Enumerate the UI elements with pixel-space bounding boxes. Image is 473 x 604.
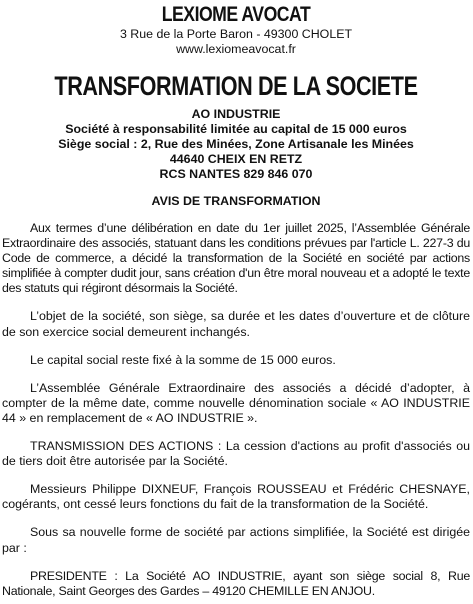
paragraph-deliberation: Aux termes d’une délibération en date du 1er juillet 2025, l’Assemblée Générale Extraordinaire des associés, statuant dans les conditions prévues par l'article L. 227-3 du Code de commerce, a décidé la transformation de la Société en société par actions simplifiée à compter dudit jour, sans création d'un être moral nouveau et a adopté le texte des statuts qui régiront désormais la Société. [2, 221, 470, 296]
notice-subtitle: AVIS DE TRANSFORMATION [151, 194, 321, 208]
company-city: 44640 CHEIX EN RETZ [169, 152, 303, 166]
paragraph-managers: Messieurs Philippe DIXNEUF, François ROUSSEAU et Frédéric CHESNAYE, cogérants, ont cessé leurs fonctions du fait de la transformation de la Société. [2, 482, 470, 512]
notice-main-title: TRANSFORMATION DE LA SOCIETE [54, 71, 418, 101]
company-rcs: RCS NANTES 829 846 070 [159, 167, 313, 181]
paragraph-unchanged: L’objet de la société, son siège, sa durée et les dates d’ouverture et de clôture de son exercice social demeurent inchangés. [2, 309, 470, 339]
notice-body [2, 221, 470, 599]
firm-address: 3 Rue de la Porte Baron - 49300 CHOLET [119, 27, 353, 41]
paragraph-share-transfer: TRANSMISSION DES ACTIONS : La cession d'actions au profit d'associés ou de tiers doit être autorisée par la Société. [2, 439, 470, 469]
firm-website: www.lexiomeavocat.fr [176, 42, 296, 56]
paragraph-president: PRESIDENTE : La Société AO INDUSTRIE, ayant son siège social 8, Rue Nationale, Saint Georges des Gardes – 49120 CHEMILLE EN ANJOU. [2, 568, 470, 598]
firm-name: LEXIOME AVOCAT [161, 3, 311, 26]
paragraph-capital: Le capital social reste fixé à la somme de 15 000 euros. [30, 352, 336, 367]
company-seat: Siège social : 2, Rue des Minées, Zone Artisanale les Minées [58, 137, 414, 151]
firm-header [2, 0, 470, 57]
company-form: Société à responsabilité limitée au capital de 15 000 euros [65, 122, 407, 136]
paragraph-new-name: L’Assemblée Générale Extraordinaire des associés a décidé d’adopter, à compter de la même date, comme nouvelle dénomination sociale « AO INDUSTRIE 44 » en remplacement de « AO INDUSTRIE ». [2, 380, 470, 425]
company-block [2, 107, 470, 182]
paragraph-management: Sous sa nouvelle forme de société par actions simplifiée, la Société est dirigée par : [2, 525, 470, 555]
company-name: AO INDUSTRIE [191, 107, 281, 121]
